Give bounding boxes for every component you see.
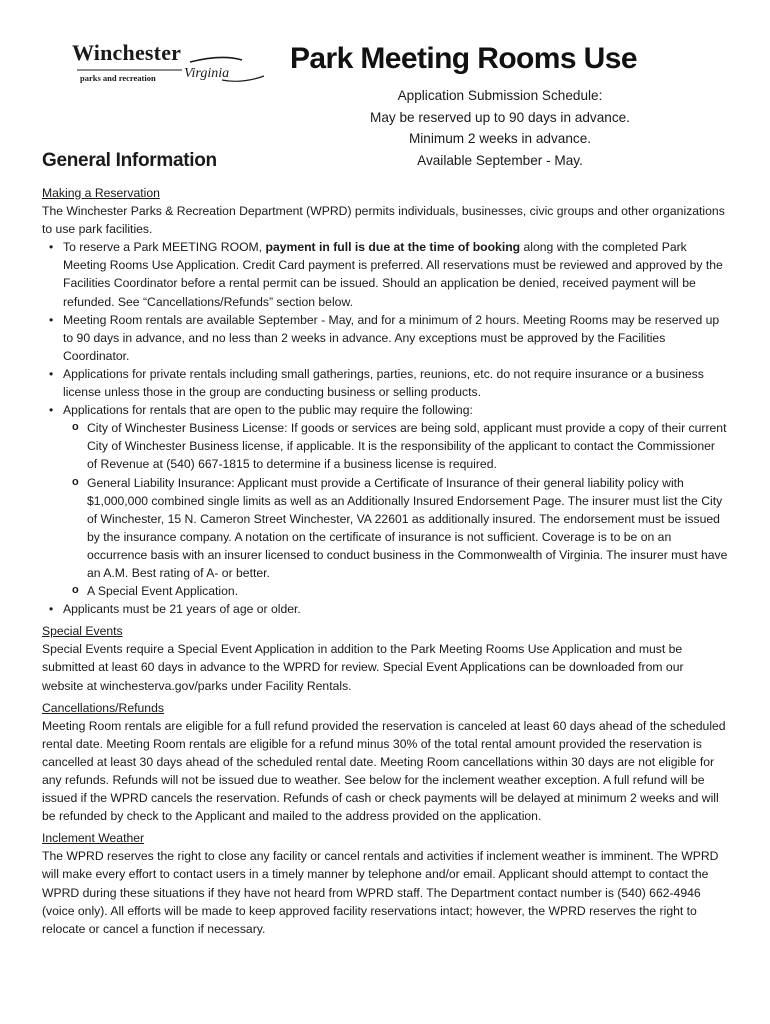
logo-script: Virginia [184, 66, 230, 81]
logo-tagline: parks and recreation [80, 73, 156, 83]
list-item: • Applications for private rentals including small gatherings, parties, reunions, etc. do not require insurance or a business license unless those in the group are conducting business or selling products. [63, 365, 728, 401]
cancellations-text: Meeting Room rentals are eligible for a full refund provided the reservation is canceled at least 60 days ahead of the scheduled rental date. Meeting Room rentals are eligible for a refund minus 30% of the total rental amount provided the reservation is cancelled at least 30 days ahead of the scheduled rental date. Meeting Room cancellations within 30 days are not eligible for any refunds. Refunds will not be issued due to weather. See below for the inclement weather exception. A full refund will be issued if the WPRD cancels the reservation. Refunds of cash or check payments will be delayed at minimum 2 weeks and will be refunded by check to the Applicant and mailed to the address provided on the application. [42, 718, 726, 824]
sub-list-item: o City of Winchester Business License: If goods or services are being sold, applicant must provide a copy of their current City of Winchester Business license, if applicable. It is the responsibility of the applicant to contact the Commissioner of Revenue at (540) 667-1815 to determine if a business license is required. [87, 419, 728, 473]
reservation-bullet-list [42, 238, 728, 618]
special-events-heading: Special Events [42, 624, 123, 639]
list-item: • Applicants must be 21 years of age or older. [63, 600, 728, 618]
winchester-logo [72, 40, 267, 88]
making-reservation-intro: The Winchester Parks & Recreation Department (WPRD) permits individuals, businesses, civic groups and other organizations to use park facilities. [42, 204, 725, 237]
inclement-weather-text: The WPRD reserves the right to close any facility or cancel rentals and activities if inclement weather is imminent. The WPRD will make every effort to contact users in a timely manner by telephone and/or email. Applicant should attempt to contact the WPRD during these situations if they have not heard from WPRD staff. The Department contact number is (540) 662-4946 (voice only). All efforts will be made to keep approved facility reservations intact; however, the WPRD reserves the right to relocate or cancel a function if necessary. [42, 849, 719, 936]
list-item [63, 401, 728, 600]
cancellations-heading: Cancellations/Refunds [42, 700, 164, 715]
schedule-line: Minimum 2 weeks in advance. [408, 131, 592, 146]
sub-list-item: o A Special Event Application. [87, 582, 728, 600]
requirements-sub-list [63, 419, 728, 600]
sub-list-item: o General Liability Insurance: Applicant must provide a Certificate of Insurance of their general liability policy with $1,000,000 combined single limits as well as an Additionally Insured Endorsement Page. The insurer must list the City of Winchester, 15 N. Cameron Street Winchester, VA 22601 as additionally insured. The endorsement must be issued by the insurance company. A notation on the certificate of insurance is not sufficient. Coverage is to be on an occurrence basis with an insurer licensed to conduct business in the Commonwealth of Virginia. The insurer must have an A.M. Best rating of A- or better. [87, 474, 728, 583]
making-reservation-heading: Making a Reservation [42, 186, 160, 200]
logo-wordmark: Winchester [72, 40, 182, 65]
bullet-text: Applications for rentals that are open to the public may require the following: [63, 403, 473, 418]
schedule-line: May be reserved up to 90 days in advance. [370, 109, 630, 125]
schedule-line: Application Submission Schedule: [397, 88, 603, 103]
general-information-heading: General Information [42, 150, 217, 171]
inclement-weather-heading: Inclement Weather [42, 831, 145, 846]
special-events-text: Special Events require a Special Event Application in addition to the Park Meeting Rooms Use Application and must be submitted at least 60 days in advance to the WPRD for review. Special Event Applications can be downloaded from our website at winchesterva.gov/parks under Facility Rentals. [42, 642, 684, 693]
list-item [63, 238, 728, 310]
bullet-bold-text: payment in full is due at the time of booking [265, 240, 521, 255]
list-item: • Meeting Room rentals are available September - May, and for a minimum of 2 hours. Meeting Rooms may be reserved up to 90 days in advance, and no less than 2 weeks in advance. Any exceptions must be approved by the Facilities Coordinator. [63, 311, 728, 365]
submission-schedule [340, 85, 660, 171]
bullet-text: along with the completed Park Meeting Rooms Use Application. Credit Card payment is preferred. All reservations must be reviewed and approved by the Facilities Coordinator before a rental permit can be issued. Should an application be denied, received payment will be refunded. See “Cancellations/Refunds” section below. [63, 240, 723, 309]
page-title: Park Meeting Rooms Use [290, 42, 637, 75]
document-body [42, 184, 728, 938]
bullet-text: To reserve a Park MEETING ROOM, [63, 240, 266, 255]
schedule-line: Available September - May. [417, 152, 583, 168]
